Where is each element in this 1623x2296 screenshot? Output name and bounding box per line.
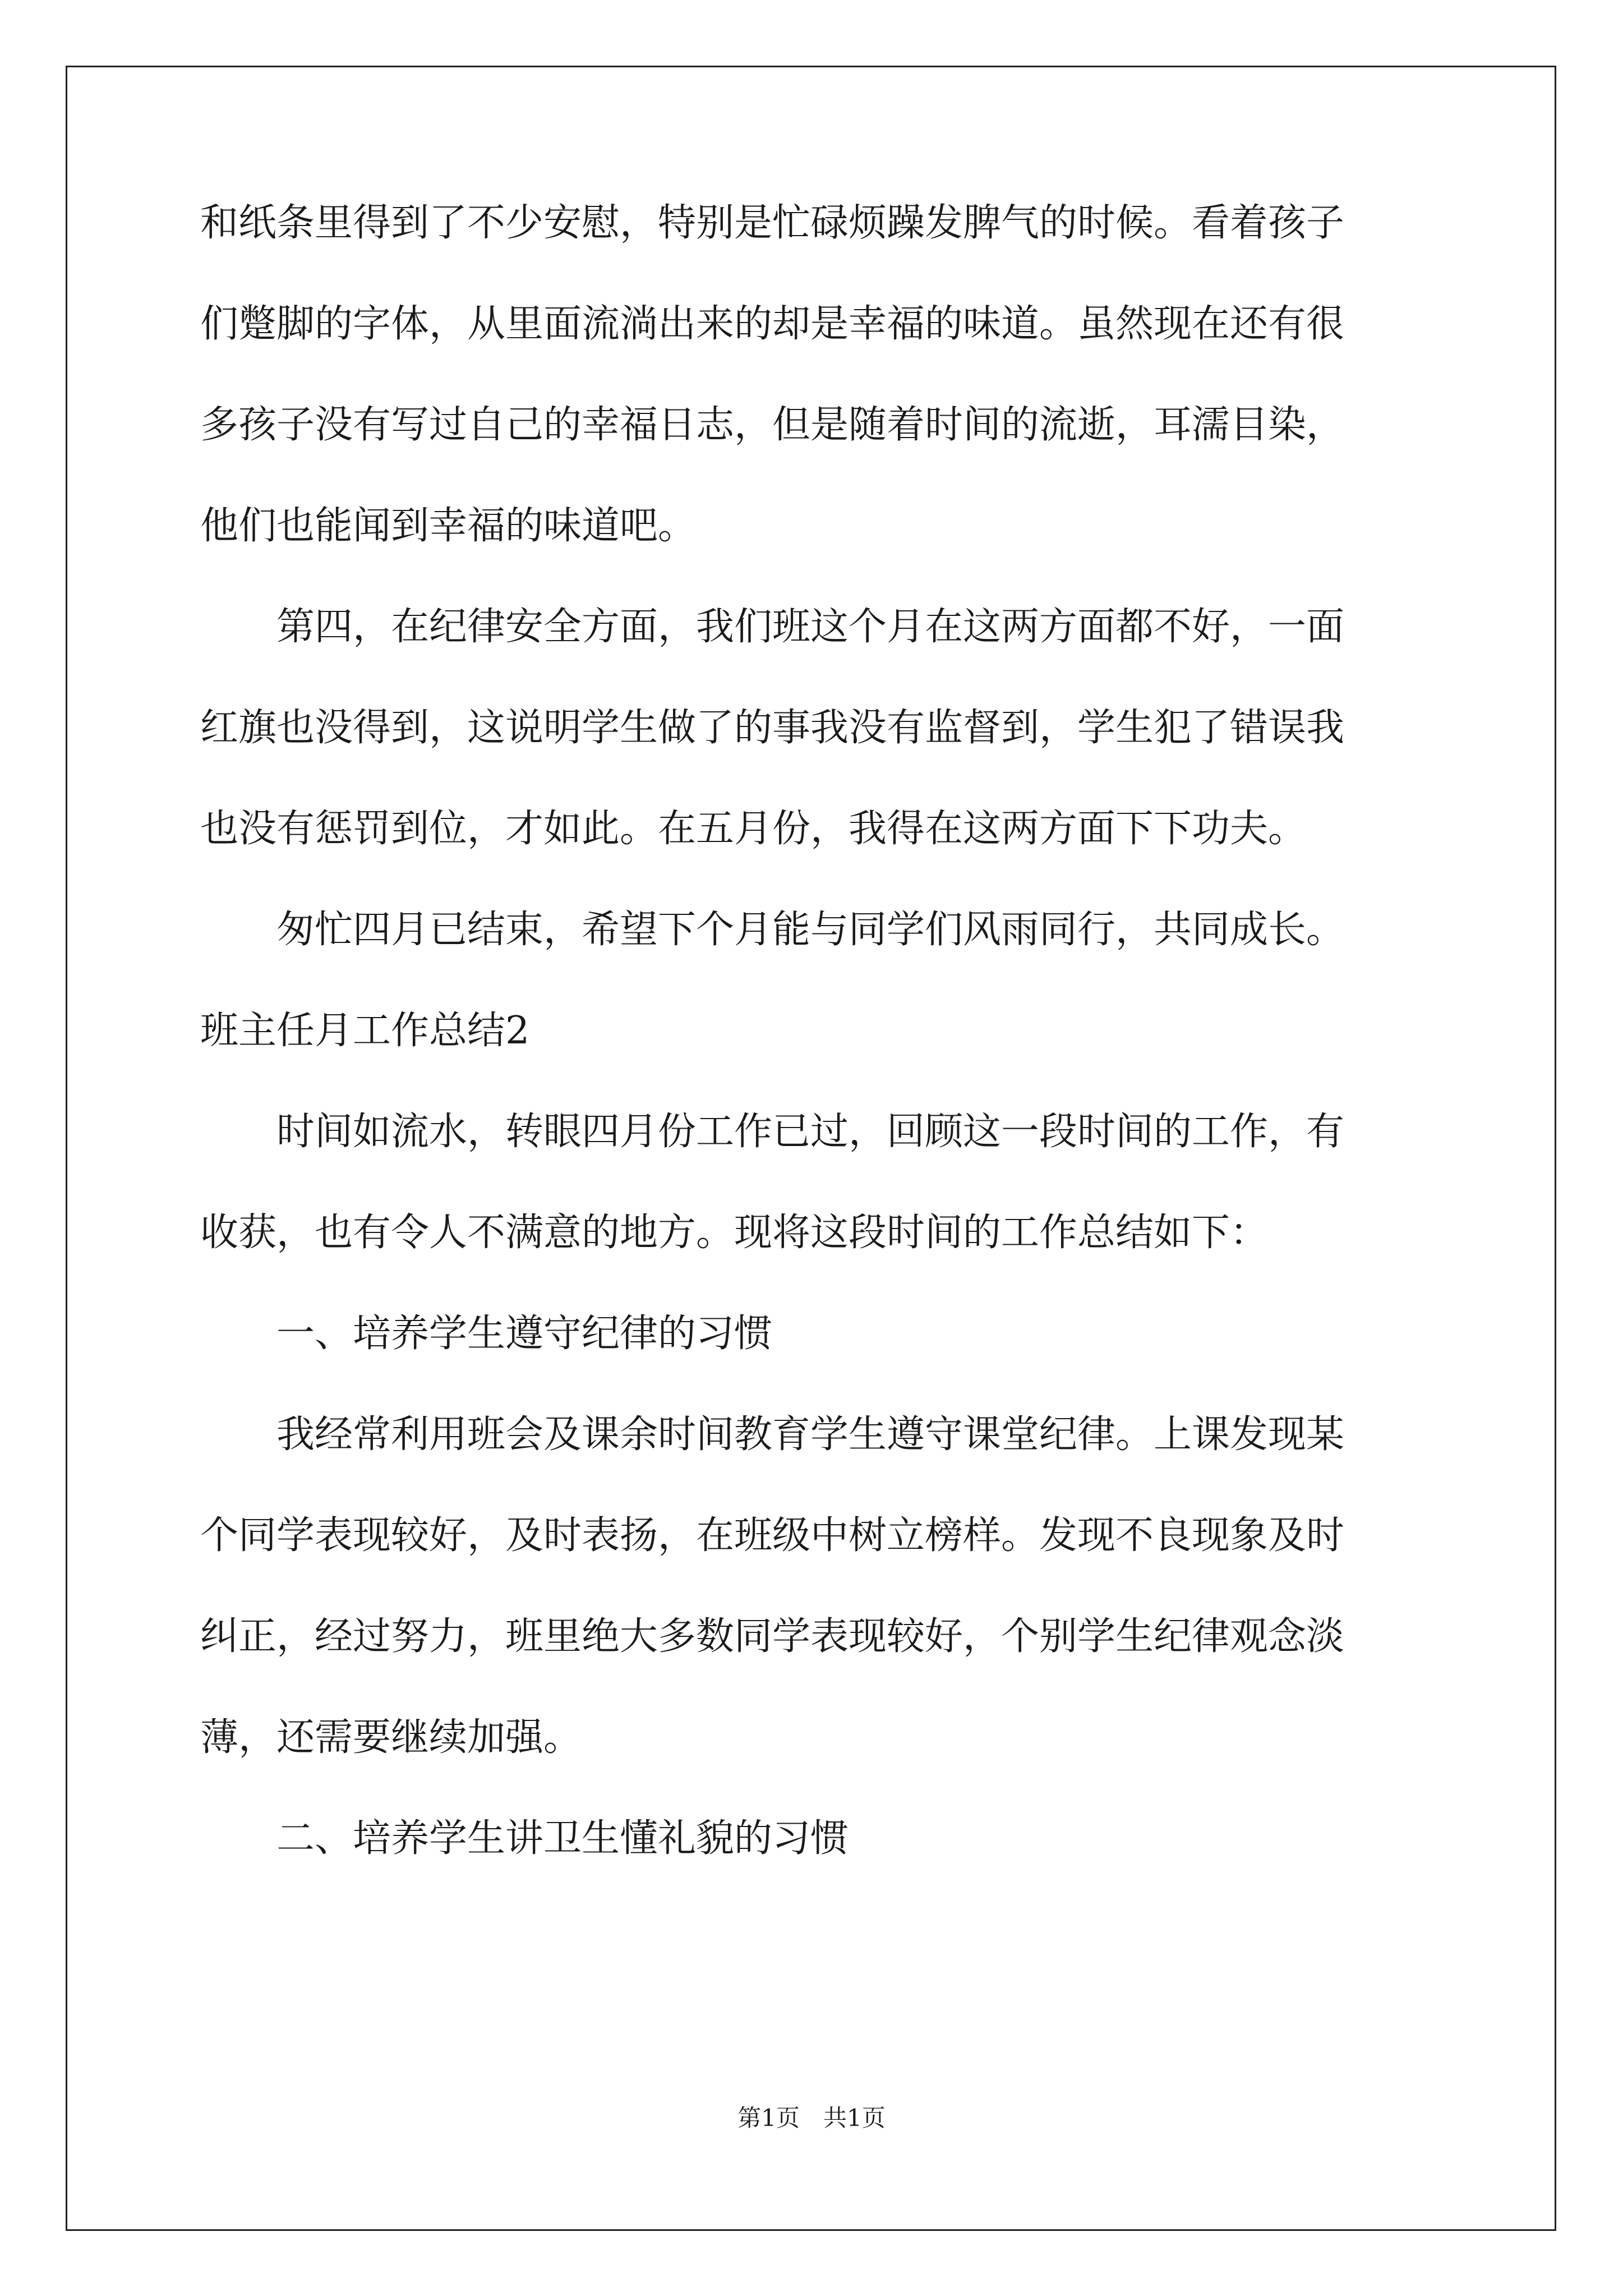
text-line: 薄，还需要继续加强。 [200, 1715, 582, 1760]
text-line: 也没有惩罚到位，才如此。在五月份，我得在这两方面下下功夫。 [200, 807, 1307, 851]
text-line: 们蹩脚的字体，从里面流淌出来的却是幸福的味道。虽然现在还有很 [200, 302, 1345, 346]
text-line: 收获，也有令人不满意的地方。现将这段时间的工作总结如下： [200, 1211, 1269, 1255]
section-title: 班主任月工作总结2 [200, 1009, 530, 1053]
paragraph-start: 我经常利用班会及课余时间教育学生遵守课堂纪律。上课发现某 [200, 1412, 1345, 1457]
paragraph-start: 第四，在纪律安全方面，我们班这个月在这两方面都不好，一面 [200, 605, 1345, 649]
subheading: 一、培养学生遵守纪律的习惯 [200, 1312, 773, 1356]
text-line: 个同学表现较好，及时表扬，在班级中树立榜样。发现不良现象及时 [200, 1513, 1345, 1558]
text-line: 红旗也没得到，这说明学生做了的事我没有监督到，学生犯了错误我 [200, 706, 1345, 750]
paragraph-start: 匆忙四月已结束，希望下个月能与同学们风雨同行，共同成长。 [200, 908, 1345, 952]
page-number-footer: 第1页 共1页 [737, 2104, 886, 2132]
subheading: 二、培养学生讲卫生懂礼貌的习惯 [200, 1816, 849, 1861]
paragraph-start: 时间如流水，转眼四月份工作已过，回顾这一段时间的工作，有 [200, 1110, 1345, 1154]
text-line: 多孩子没有写过自己的幸福日志，但是随着时间的流逝，耳濡目染， [200, 403, 1345, 447]
text-line: 他们也能闻到幸福的味道吧。 [200, 504, 697, 548]
text-line: 和纸条里得到了不少安慰，特别是忙碌烦躁发脾气的时候。看着孩子 [200, 201, 1345, 245]
text-line: 纠正，经过努力，班里绝大多数同学表现较好，个别学生纪律观念淡 [200, 1614, 1345, 1659]
